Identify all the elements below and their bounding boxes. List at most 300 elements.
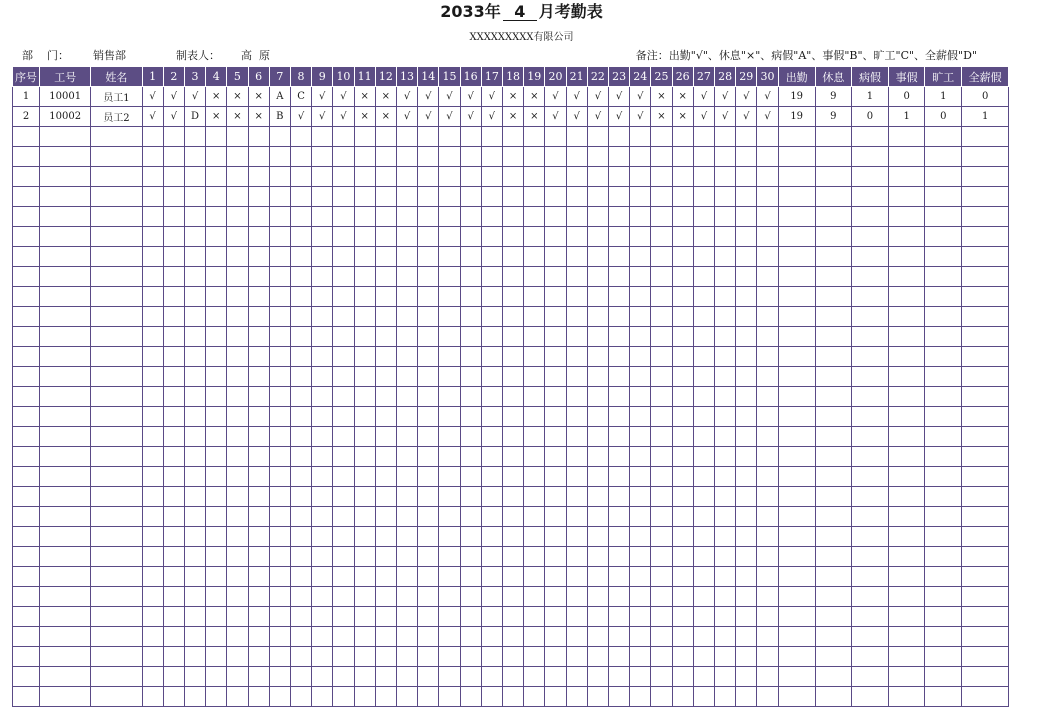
table-cell-empty[interactable] [962,507,1009,527]
table-cell-empty[interactable] [672,447,693,467]
table-cell-empty[interactable] [524,487,545,507]
table-cell-empty[interactable] [91,567,142,587]
table-cell-empty[interactable] [889,627,925,647]
cell-day-24[interactable]: √ [630,87,651,107]
table-cell-empty[interactable] [736,147,757,167]
table-cell-empty[interactable] [163,167,184,187]
table-cell-empty[interactable] [163,327,184,347]
table-cell-empty[interactable] [439,347,460,367]
table-cell-empty[interactable] [524,347,545,367]
table-cell-empty[interactable] [269,327,290,347]
cell-employee-id[interactable]: 10002 [40,107,91,127]
table-cell-empty[interactable] [375,227,396,247]
table-cell-empty[interactable] [333,647,354,667]
table-cell-empty[interactable] [163,547,184,567]
table-cell-empty[interactable] [460,367,481,387]
table-cell-empty[interactable] [815,447,851,467]
table-cell-empty[interactable] [227,367,248,387]
table-cell-empty[interactable] [354,127,375,147]
table-cell-empty[interactable] [460,667,481,687]
table-cell-empty[interactable] [184,367,205,387]
table-cell-empty[interactable] [757,447,778,467]
table-cell-empty[interactable] [312,147,333,167]
cell-day-25[interactable]: × [651,107,672,127]
table-cell-empty[interactable] [354,227,375,247]
table-cell-empty[interactable] [502,227,523,247]
table-cell-empty[interactable] [375,627,396,647]
table-cell-empty[interactable] [184,187,205,207]
table-cell-empty[interactable] [40,687,91,707]
table-cell-empty[interactable] [40,167,91,187]
table-cell-empty[interactable] [608,127,629,147]
cell-attendance[interactable]: 19 [778,107,815,127]
table-cell-empty[interactable] [608,287,629,307]
table-cell-empty[interactable] [672,307,693,327]
table-cell-empty[interactable] [672,587,693,607]
table-cell-empty[interactable] [962,567,1009,587]
table-cell-empty[interactable] [502,387,523,407]
table-cell-empty[interactable] [13,447,40,467]
table-cell-empty[interactable] [736,127,757,147]
table-cell-empty[interactable] [889,687,925,707]
table-cell-empty[interactable] [354,507,375,527]
table-cell-empty[interactable] [630,327,651,347]
table-cell-empty[interactable] [184,647,205,667]
table-cell-empty[interactable] [815,267,851,287]
table-cell-empty[interactable] [608,627,629,647]
table-cell-empty[interactable] [524,167,545,187]
table-cell-empty[interactable] [91,407,142,427]
table-cell-empty[interactable] [502,587,523,607]
table-cell-empty[interactable] [736,207,757,227]
table-cell-empty[interactable] [13,167,40,187]
table-cell-empty[interactable] [608,187,629,207]
table-cell-empty[interactable] [13,147,40,167]
table-cell-empty[interactable] [206,427,227,447]
table-cell-empty[interactable] [693,207,714,227]
table-cell-empty[interactable] [248,487,269,507]
table-cell-empty[interactable] [290,467,311,487]
cell-day-20[interactable]: √ [545,87,566,107]
table-cell-empty[interactable] [91,347,142,367]
table-cell-empty[interactable] [851,187,888,207]
cell-seq[interactable]: 2 [13,107,40,127]
table-cell-empty[interactable] [778,207,815,227]
table-cell-empty[interactable] [502,547,523,567]
table-cell-empty[interactable] [460,167,481,187]
table-cell-empty[interactable] [290,287,311,307]
table-cell-empty[interactable] [248,507,269,527]
table-cell-empty[interactable] [248,367,269,387]
table-cell-empty[interactable] [566,187,587,207]
table-cell-empty[interactable] [40,187,91,207]
table-cell-empty[interactable] [375,487,396,507]
table-cell-empty[interactable] [312,307,333,327]
table-cell-empty[interactable] [481,367,502,387]
table-cell-empty[interactable] [587,407,608,427]
table-cell-empty[interactable] [851,247,888,267]
cell-day-10[interactable]: √ [333,87,354,107]
table-cell-empty[interactable] [962,367,1009,387]
table-cell-empty[interactable] [248,647,269,667]
table-cell-empty[interactable] [608,247,629,267]
table-cell-empty[interactable] [396,667,417,687]
table-cell-empty[interactable] [715,587,736,607]
table-cell-empty[interactable] [925,567,962,587]
table-cell-empty[interactable] [396,147,417,167]
table-cell-empty[interactable] [13,187,40,207]
table-cell-empty[interactable] [206,547,227,567]
table-cell-empty[interactable] [587,567,608,587]
table-cell-empty[interactable] [757,507,778,527]
table-cell-empty[interactable] [693,647,714,667]
table-cell-empty[interactable] [227,327,248,347]
table-cell-empty[interactable] [354,167,375,187]
table-cell-empty[interactable] [396,387,417,407]
table-cell-empty[interactable] [439,647,460,667]
table-cell-empty[interactable] [439,447,460,467]
table-cell-empty[interactable] [545,227,566,247]
table-cell-empty[interactable] [460,507,481,527]
table-cell-empty[interactable] [815,207,851,227]
table-cell-empty[interactable] [651,367,672,387]
table-cell-empty[interactable] [608,667,629,687]
cell-sick-leave[interactable]: 0 [851,107,888,127]
table-cell-empty[interactable] [13,487,40,507]
table-cell-empty[interactable] [333,267,354,287]
table-cell-empty[interactable] [502,607,523,627]
table-cell-empty[interactable] [375,327,396,347]
table-cell-empty[interactable] [354,527,375,547]
table-cell-empty[interactable] [13,367,40,387]
cell-personal-leave[interactable]: 0 [889,87,925,107]
table-cell-empty[interactable] [312,627,333,647]
table-cell-empty[interactable] [736,567,757,587]
table-cell-empty[interactable] [608,647,629,667]
table-cell-empty[interactable] [418,307,439,327]
table-cell-empty[interactable] [227,487,248,507]
table-cell-empty[interactable] [375,447,396,467]
table-cell-empty[interactable] [227,647,248,667]
table-cell-empty[interactable] [163,287,184,307]
table-cell-empty[interactable] [715,447,736,467]
table-cell-empty[interactable] [439,187,460,207]
table-cell-empty[interactable] [736,527,757,547]
table-cell-empty[interactable] [736,507,757,527]
table-cell-empty[interactable] [333,287,354,307]
table-cell-empty[interactable] [566,307,587,327]
table-cell-empty[interactable] [524,567,545,587]
table-cell-empty[interactable] [502,367,523,387]
table-cell-empty[interactable] [248,247,269,267]
table-cell-empty[interactable] [693,227,714,247]
cell-day-8[interactable]: C [290,87,311,107]
table-cell-empty[interactable] [672,147,693,167]
table-cell-empty[interactable] [227,607,248,627]
cell-day-10[interactable]: √ [333,107,354,127]
table-cell-empty[interactable] [889,487,925,507]
table-cell-empty[interactable] [502,347,523,367]
table-cell-empty[interactable] [715,227,736,247]
table-cell-empty[interactable] [693,127,714,147]
table-cell-empty[interactable] [333,307,354,327]
table-cell-empty[interactable] [142,367,163,387]
table-cell-empty[interactable] [460,267,481,287]
table-cell-empty[interactable] [40,487,91,507]
table-cell-empty[interactable] [630,307,651,327]
table-cell-empty[interactable] [608,327,629,347]
table-cell-empty[interactable] [693,287,714,307]
table-cell-empty[interactable] [439,527,460,547]
table-cell-empty[interactable] [40,667,91,687]
table-cell-empty[interactable] [736,187,757,207]
table-cell-empty[interactable] [672,207,693,227]
table-cell-empty[interactable] [962,147,1009,167]
table-cell-empty[interactable] [851,347,888,367]
table-cell-empty[interactable] [502,247,523,267]
table-cell-empty[interactable] [418,447,439,467]
table-cell-empty[interactable] [269,687,290,707]
table-cell-empty[interactable] [672,687,693,707]
table-cell-empty[interactable] [142,667,163,687]
table-cell-empty[interactable] [736,447,757,467]
table-cell-empty[interactable] [481,547,502,567]
table-cell-empty[interactable] [566,627,587,647]
table-cell-empty[interactable] [312,387,333,407]
table-cell-empty[interactable] [40,307,91,327]
table-cell-empty[interactable] [778,187,815,207]
table-cell-empty[interactable] [608,587,629,607]
table-cell-empty[interactable] [163,267,184,287]
table-cell-empty[interactable] [13,607,40,627]
cell-day-3[interactable]: √ [184,87,205,107]
table-cell-empty[interactable] [715,327,736,347]
table-cell-empty[interactable] [925,507,962,527]
cell-day-27[interactable]: √ [693,107,714,127]
table-cell-empty[interactable] [290,227,311,247]
table-cell-empty[interactable] [333,147,354,167]
table-cell-empty[interactable] [290,187,311,207]
table-cell-empty[interactable] [396,587,417,607]
table-cell-empty[interactable] [925,287,962,307]
table-cell-empty[interactable] [40,207,91,227]
table-cell-empty[interactable] [290,427,311,447]
table-cell-empty[interactable] [163,527,184,547]
table-cell-empty[interactable] [778,407,815,427]
table-cell-empty[interactable] [962,247,1009,267]
table-cell-empty[interactable] [693,567,714,587]
cell-day-29[interactable]: √ [736,87,757,107]
table-cell-empty[interactable] [672,567,693,587]
table-cell-empty[interactable] [889,287,925,307]
table-cell-empty[interactable] [715,487,736,507]
table-cell-empty[interactable] [481,227,502,247]
table-cell-empty[interactable] [13,207,40,227]
table-cell-empty[interactable] [757,247,778,267]
table-cell-empty[interactable] [290,667,311,687]
table-cell-empty[interactable] [354,307,375,327]
table-cell-empty[interactable] [815,527,851,547]
table-cell-empty[interactable] [715,547,736,567]
table-cell-empty[interactable] [815,247,851,267]
table-cell-empty[interactable] [757,567,778,587]
cell-day-28[interactable]: √ [715,87,736,107]
table-cell-empty[interactable] [269,547,290,567]
table-cell-empty[interactable] [333,327,354,347]
table-cell-empty[interactable] [418,427,439,447]
table-cell-empty[interactable] [778,687,815,707]
table-cell-empty[interactable] [693,527,714,547]
table-cell-empty[interactable] [889,447,925,467]
table-cell-empty[interactable] [715,687,736,707]
table-cell-empty[interactable] [13,227,40,247]
table-cell-empty[interactable] [851,527,888,547]
table-cell-empty[interactable] [651,487,672,507]
cell-day-30[interactable]: √ [757,107,778,127]
table-cell-empty[interactable] [184,427,205,447]
table-cell-empty[interactable] [962,487,1009,507]
table-cell-empty[interactable] [40,287,91,307]
table-cell-empty[interactable] [290,607,311,627]
table-cell-empty[interactable] [545,647,566,667]
table-cell-empty[interactable] [651,227,672,247]
table-cell-empty[interactable] [312,367,333,387]
table-cell-empty[interactable] [248,447,269,467]
cell-day-9[interactable]: √ [312,107,333,127]
table-cell-empty[interactable] [439,367,460,387]
table-cell-empty[interactable] [163,607,184,627]
table-cell-empty[interactable] [269,467,290,487]
table-cell-empty[interactable] [439,167,460,187]
table-cell-empty[interactable] [672,547,693,567]
table-cell-empty[interactable] [587,647,608,667]
table-cell-empty[interactable] [184,167,205,187]
table-cell-empty[interactable] [354,587,375,607]
table-cell-empty[interactable] [418,207,439,227]
table-cell-empty[interactable] [13,687,40,707]
table-cell-empty[interactable] [566,527,587,547]
table-cell-empty[interactable] [396,447,417,467]
table-cell-empty[interactable] [587,607,608,627]
table-cell-empty[interactable] [312,487,333,507]
table-cell-empty[interactable] [587,487,608,507]
table-cell-empty[interactable] [142,147,163,167]
table-cell-empty[interactable] [587,587,608,607]
table-cell-empty[interactable] [889,507,925,527]
table-cell-empty[interactable] [333,607,354,627]
table-cell-empty[interactable] [248,387,269,407]
table-cell-empty[interactable] [333,247,354,267]
table-cell-empty[interactable] [693,367,714,387]
table-cell-empty[interactable] [460,287,481,307]
table-cell-empty[interactable] [889,167,925,187]
table-cell-empty[interactable] [672,327,693,347]
table-cell-empty[interactable] [184,127,205,147]
table-cell-empty[interactable] [312,467,333,487]
table-cell-empty[interactable] [889,587,925,607]
table-cell-empty[interactable] [851,327,888,347]
table-cell-empty[interactable] [608,467,629,487]
table-cell-empty[interactable] [269,247,290,267]
table-cell-empty[interactable] [851,127,888,147]
table-cell-empty[interactable] [651,507,672,527]
table-cell-empty[interactable] [757,327,778,347]
table-cell-empty[interactable] [269,347,290,367]
cell-day-8[interactable]: √ [290,107,311,127]
table-cell-empty[interactable] [962,547,1009,567]
table-cell-empty[interactable] [206,527,227,547]
table-cell-empty[interactable] [672,387,693,407]
table-cell-empty[interactable] [418,407,439,427]
table-cell-empty[interactable] [290,267,311,287]
table-cell-empty[interactable] [502,527,523,547]
table-cell-empty[interactable] [545,507,566,527]
cell-sick-leave[interactable]: 1 [851,87,888,107]
table-cell-empty[interactable] [925,647,962,667]
table-cell-empty[interactable] [13,527,40,547]
table-cell-empty[interactable] [545,327,566,347]
table-cell-empty[interactable] [312,347,333,367]
table-cell-empty[interactable] [889,147,925,167]
table-cell-empty[interactable] [13,547,40,567]
table-cell-empty[interactable] [672,247,693,267]
table-cell-empty[interactable] [587,287,608,307]
table-cell-empty[interactable] [608,507,629,527]
table-cell-empty[interactable] [502,467,523,487]
table-cell-empty[interactable] [481,167,502,187]
table-cell-empty[interactable] [962,647,1009,667]
table-cell-empty[interactable] [630,627,651,647]
table-cell-empty[interactable] [693,447,714,467]
table-cell-empty[interactable] [608,207,629,227]
table-cell-empty[interactable] [206,127,227,147]
table-cell-empty[interactable] [184,407,205,427]
table-cell-empty[interactable] [91,207,142,227]
table-cell-empty[interactable] [13,307,40,327]
table-cell-empty[interactable] [630,247,651,267]
table-cell-empty[interactable] [815,387,851,407]
cell-paid-leave[interactable]: 0 [962,87,1009,107]
table-cell-empty[interactable] [925,687,962,707]
table-cell-empty[interactable] [524,547,545,567]
table-cell-empty[interactable] [651,587,672,607]
table-cell-empty[interactable] [651,327,672,347]
table-cell-empty[interactable] [227,547,248,567]
table-cell-empty[interactable] [566,227,587,247]
table-cell-empty[interactable] [524,247,545,267]
table-cell-empty[interactable] [630,507,651,527]
table-cell-empty[interactable] [396,127,417,147]
table-cell-empty[interactable] [460,387,481,407]
table-cell-empty[interactable] [851,427,888,447]
table-cell-empty[interactable] [206,627,227,647]
table-cell-empty[interactable] [333,207,354,227]
cell-day-22[interactable]: √ [587,87,608,107]
table-cell-empty[interactable] [630,527,651,547]
table-cell-empty[interactable] [815,187,851,207]
cell-absence[interactable]: 0 [925,107,962,127]
table-cell-empty[interactable] [269,487,290,507]
cell-day-4[interactable]: × [206,107,227,127]
table-cell-empty[interactable] [630,667,651,687]
table-cell-empty[interactable] [396,567,417,587]
table-cell-empty[interactable] [206,347,227,367]
table-cell-empty[interactable] [248,427,269,447]
cell-seq[interactable]: 1 [13,87,40,107]
table-cell-empty[interactable] [587,387,608,407]
table-cell-empty[interactable] [354,147,375,167]
table-cell-empty[interactable] [40,367,91,387]
